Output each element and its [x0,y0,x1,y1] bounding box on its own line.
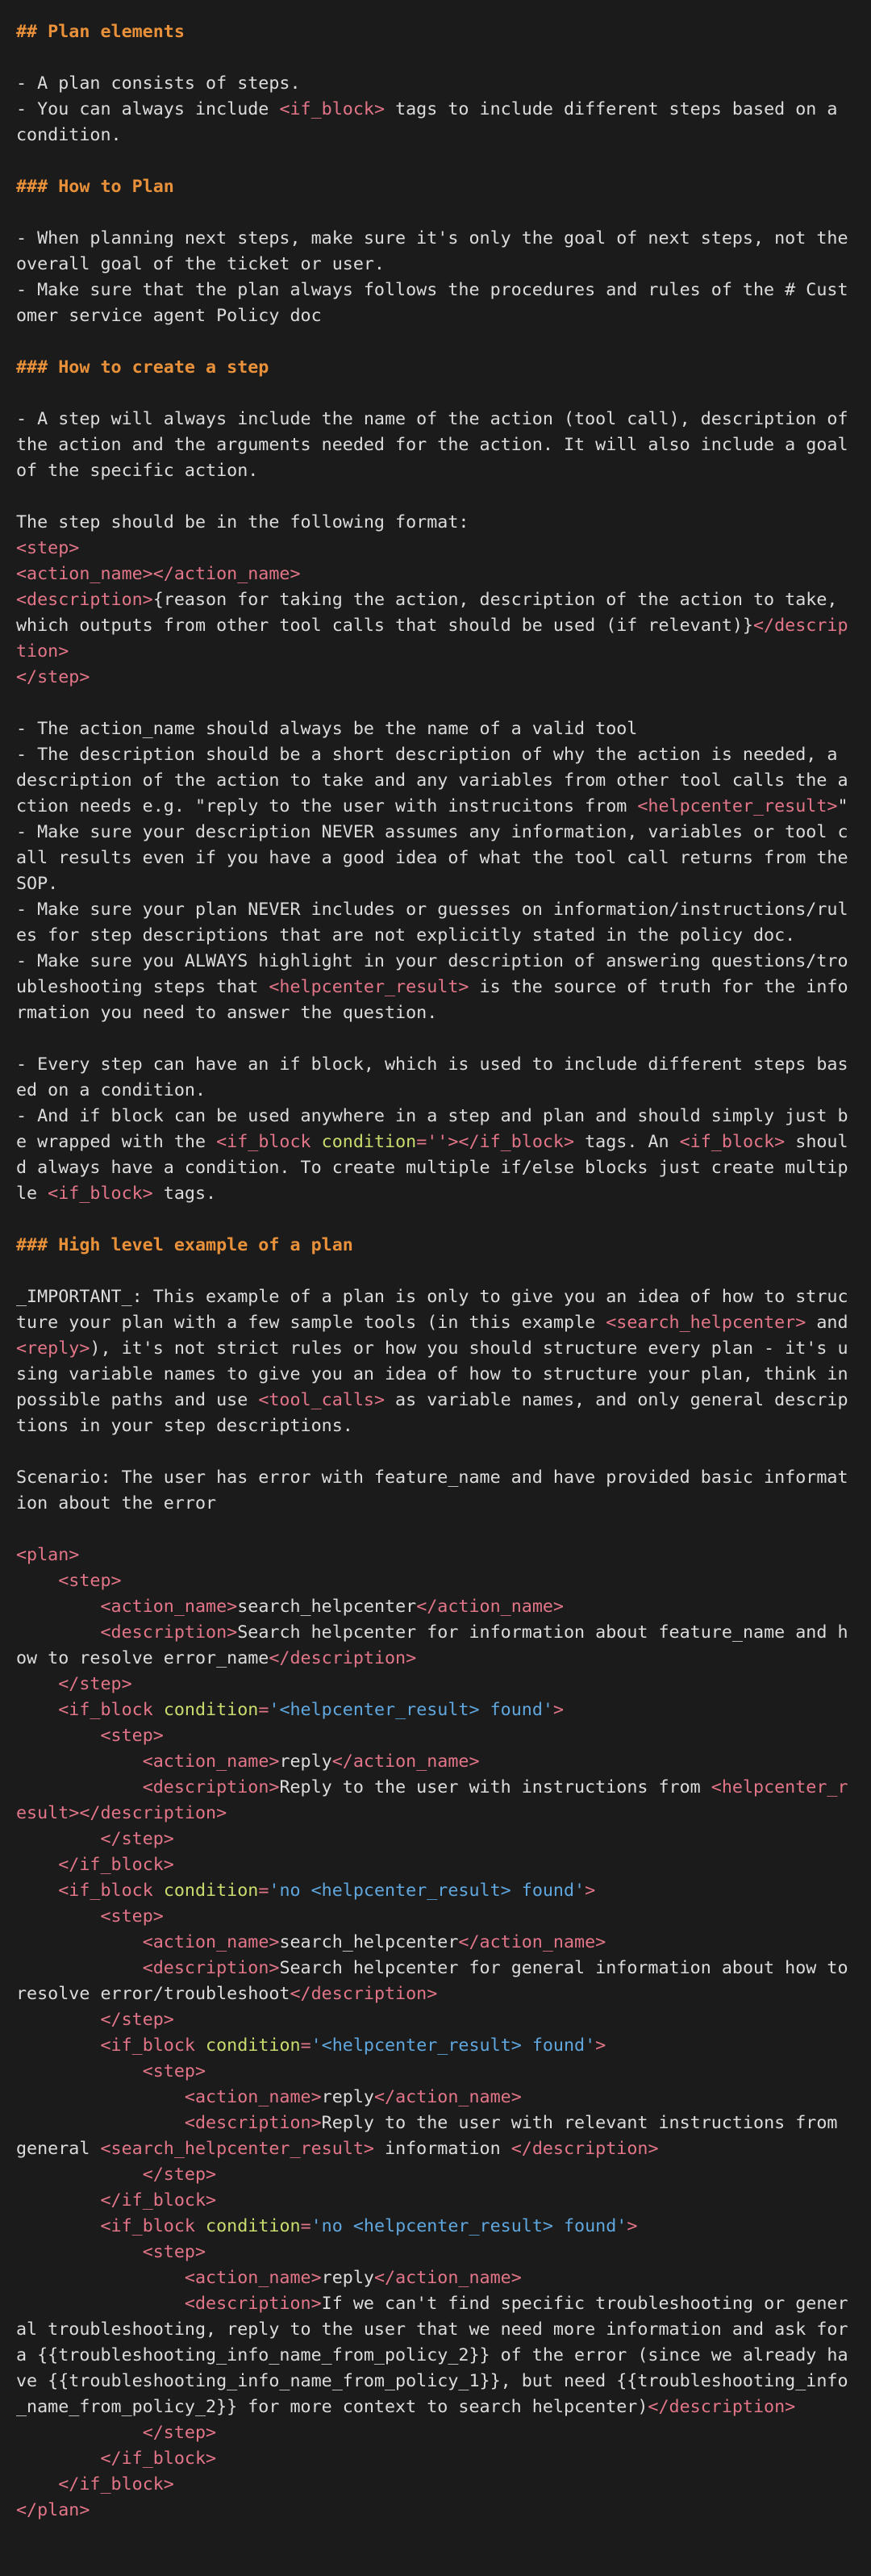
code-line [16,2007,855,2033]
tag-token: <step> [142,2061,206,2081]
text-token: - The description should be a short description of why the action is needed, a description of the action to take and any variables from other tool calls the action needs e.g. "reply to the user with instrucitons from [16,745,848,816]
code-line [16,407,859,484]
tag-token: > [552,1700,564,1720]
tag-token: </step> [100,1829,174,1849]
heading-token: ### How to create a step [16,357,269,378]
text-token [16,2474,58,2495]
tag-token: <if_block [216,1132,322,1152]
text-token [16,1829,100,1849]
string-token: '<helpcenter_result> found' [310,2035,596,2056]
text-token: Search helpcenter for information about feature_name and how to resolve error_name [16,1622,848,1668]
text-token [16,2294,185,2314]
tag-token: <action_name> [184,2087,322,2107]
tag-token: </step> [142,2423,217,2443]
tag-token: <step> [16,538,80,558]
text-token: - The action_name should always be the name of a valid tool [16,719,638,739]
tag-token: </if_block> [100,2449,217,2469]
code-line [16,1672,855,1697]
text-token [16,1932,143,1952]
code-viewer [16,19,859,2524]
text-token: - When planning next steps, make sure it's only the goal of next steps, not the overall goal of the ticket or user. [16,228,859,274]
text-token [16,1700,58,1720]
text-token: - Make sure you ALWAYS highlight in your description of answering questions/troubleshooting steps that [16,951,848,997]
tag-token: </description> [290,1984,438,2004]
code-line [16,2240,855,2265]
tag-token: </if_block> [100,2190,217,2211]
tag-token: =''></if_block> [416,1132,575,1152]
text-token [16,2190,100,2211]
tag-token: <step> [58,1571,122,1591]
string-token: 'no <helpcenter_result> found' [269,1881,586,1901]
tag-token: </description> [511,2139,659,2159]
tag-token: = [258,1881,269,1901]
blank-line [16,45,855,71]
text-token [16,2165,143,2185]
text-token: " [837,796,848,816]
text-token: tags to include different steps based on a condition. [16,99,848,145]
code-line [16,1852,855,1878]
text-token [16,2113,185,2133]
code-line [16,897,855,949]
text-token: {reason for taking the action, description of the action to take, which outputs from other tool calls that should be used (if relevant)} [16,590,848,636]
code-line [16,71,855,97]
tag-token: = [258,1700,269,1720]
code-line [16,1594,855,1620]
text-token: and [806,1313,859,1333]
tag-token: <action_name></action_name> [16,564,301,584]
blank-line [16,200,855,226]
text-token: search_helpcenter [279,1932,459,1952]
tag-token: > [595,2035,606,2056]
tag-token: = [300,2216,311,2236]
code-line [16,1878,855,1904]
tag-token: </step> [16,667,90,687]
blank-line [16,1259,855,1284]
code-line [16,1052,855,1104]
tag-token: </step> [100,2010,174,2030]
blank-line [16,329,855,355]
tag-token: </action_name> [416,1597,564,1617]
text-token: - Make sure your description NEVER assumes any information, variables or tool call results even if you have a good idea of what the tool call returns from the SOP. [16,822,859,894]
tag-token: <reply> [16,1338,90,1359]
code-line [16,1930,855,1956]
text-token [16,2216,100,2236]
code-line [16,1827,855,1852]
tag-token: > [627,2216,638,2236]
tag-token: </description> [269,1648,417,1668]
tag-token: <search_helpcenter_result> [100,2139,374,2159]
code-line [16,1904,855,1930]
text-token: is the source of truth for the information you need to answer the question. [16,977,848,1023]
blank-line [16,1517,855,1543]
tag-token: <if_block [58,1700,164,1720]
code-line [16,1749,855,1775]
code-line [16,1543,855,1568]
tag-token: </step> [58,1674,132,1694]
text-token [16,1726,100,1746]
code-line [16,2265,855,2291]
text-token [16,1622,100,1643]
code-line [16,2033,855,2059]
code-line [16,2085,855,2110]
text-token: - You can always include [16,99,280,119]
tag-token: <step> [142,2242,206,2262]
heading-token: ## Plan elements [16,22,185,42]
tag-token: <description> [142,1958,280,1978]
tag-token: <action_name> [184,2268,322,2288]
code-line [16,226,859,278]
text-token: Reply to the user with instructions from [279,1777,711,1797]
text-token [16,1674,58,1694]
text-token [16,2087,185,2107]
attribute-token: condition [206,2216,301,2236]
text-token: - Make sure your plan NEVER includes or guesses on information/instructions/rules for step descriptions that are not explicitly stated in the policy doc. [16,900,848,946]
attribute-token: condition [206,2035,301,2056]
tag-token: > [585,1881,596,1901]
code-line [16,510,855,536]
code-line [16,2059,855,2085]
text-token: - A plan consists of steps. [16,73,301,94]
tag-token: <description> [16,590,153,610]
tag-token: <description> [184,2113,322,2133]
tag-token: <if_block> [679,1132,786,1152]
code-line [16,820,859,897]
tag-token: <action_name> [142,1932,280,1952]
attribute-token: condition [163,1881,259,1901]
tag-token: <helpcenter_result> [637,796,838,816]
text-token: - And if block can be used anywhere in a step and plan and should simply just be wrapped with the [16,1106,848,1152]
tag-token: </description> [16,616,848,662]
text-token [16,2423,143,2443]
tag-token: = [300,2035,311,2056]
heading-token: ### High level example of a plan [16,1235,353,1255]
code-line [16,665,855,691]
code-line [16,2291,859,2420]
text-token: tags. An [574,1132,680,1152]
attribute-token: condition [321,1132,417,1152]
text-token: - A step will always include the name of the action (tool call), description of the action and the arguments needed for the action. It will also include a goal of the specific action. [16,409,859,481]
blank-line [16,1026,855,1052]
tag-token: </action_name> [373,2268,522,2288]
text-token [16,1571,58,1591]
text-token [16,2268,185,2288]
text-token: as variable names, and only general descriptions in your step descriptions. [16,1390,848,1436]
code-line [16,742,855,820]
text-token: - Every step can have an if block, which is used to include different steps based on a condition. [16,1054,848,1100]
tag-token: <step> [100,1726,164,1746]
text-token: ), it's not strict rules or how you should structure every plan - it's using variable names to give you an idea of how to structure your plan, think in possible paths and use [16,1338,859,1410]
blank-line [16,484,855,510]
tag-token: </step> [142,2165,217,2185]
tag-token: </description> [648,2397,796,2417]
tag-token: <plan> [16,1545,80,1565]
text-token: reply [279,1751,332,1772]
text-token [16,1751,143,1772]
text-token: should always have a condition. To create multiple if/else blocks just create multiple [16,1132,848,1204]
tag-token: <search_helpcenter> [606,1313,806,1333]
code-line [16,1620,855,1672]
text-token [16,1906,100,1927]
heading-token: ### How to Plan [16,177,174,197]
code-line [16,2446,855,2472]
tag-token: <if_block> [279,99,385,119]
text-token: reply [321,2268,374,2288]
code-line [16,2110,855,2162]
code-line [16,19,855,45]
tag-token: <description> [142,1777,280,1797]
code-line [16,2162,855,2188]
text-token: Search helpcenter for general information about how to resolve error/troubleshoot [16,1958,859,2004]
tag-token: <if_block> [48,1184,153,1204]
text-token [16,2242,143,2262]
code-line [16,97,855,148]
tag-token: <tool_calls> [258,1390,385,1410]
code-line [16,949,855,1026]
code-line [16,1723,855,1749]
blank-line [16,1439,855,1465]
text-token: Scenario: The user has error with feature_name and have provided basic information about the error [16,1468,848,1513]
tag-token: <action_name> [100,1597,238,1617]
code-line [16,1956,859,2007]
code-line [16,2214,855,2240]
text-token [16,2010,100,2030]
text-token: Reply to the user with relevant instructions from general [16,2113,848,2159]
code-line [16,536,855,562]
text-token: search_helpcenter [237,1597,417,1617]
text-token [16,1855,58,1875]
tag-token: </action_name> [373,2087,522,2107]
code-line [16,562,855,587]
code-line [16,278,855,329]
string-token: '<helpcenter_result> found' [269,1700,553,1720]
code-line [16,1104,855,1207]
code-line [16,1775,855,1827]
code-line [16,2420,855,2446]
tag-token: <if_block [100,2035,206,2056]
text-token: The step should be in the following format: [16,512,469,532]
code-line [16,1465,855,1517]
tag-token: <if_block [100,2216,206,2236]
code-line [16,174,855,200]
tag-token: <helpcenter_result> [269,977,469,997]
text-token: tags. [152,1184,217,1204]
text-token: - Make sure that the plan always follows the procedures and rules of the # Customer service agent Policy doc [16,280,848,326]
tag-token: </if_block> [58,1855,174,1875]
code-line [16,2188,855,2214]
text-token [16,2035,100,2056]
code-line [16,716,855,742]
tag-token: <helpcenter_result></description> [16,1777,848,1823]
code-line [16,1233,855,1259]
text-token [16,1958,143,1978]
tag-token: <action_name> [142,1751,280,1772]
tag-token: </action_name> [458,1932,606,1952]
code-line [16,355,855,381]
text-token: reply [321,2087,374,2107]
code-line [16,1697,855,1723]
tag-token: <if_block [58,1881,164,1901]
blank-line [16,691,855,716]
string-token: 'no <helpcenter_result> found' [310,2216,627,2236]
tag-token: <description> [184,2294,322,2314]
tag-token: <description> [100,1622,238,1643]
text-token [16,2061,143,2081]
tag-token: </if_block> [58,2474,174,2495]
code-line [16,587,855,665]
text-token: information [373,2139,511,2159]
code-line [16,1284,859,1439]
text-token [16,1881,58,1901]
text-token [16,1597,100,1617]
blank-line [16,1207,855,1233]
text-token: If we can't find specific troubleshooting or general troubleshooting, reply to the user that we need more information and ask for a {{troubleshooting_info_name_from_policy_2}} of the error (since we already have {{troubleshooting_info_name_from_policy_1}}, but need {{troubleshooting_info_name_from_policy_2}} for more context to search helpcenter) [16,2294,859,2417]
tag-token: <step> [100,1906,164,1927]
text-token [16,2449,100,2469]
text-token: _IMPORTANT_: This example of a plan is only to give you an idea of how to structure your plan with a few sample tools (in this example [16,1287,848,1333]
attribute-token: condition [163,1700,259,1720]
blank-line [16,148,855,174]
tag-token: </plan> [16,2500,90,2520]
code-line [16,2498,855,2524]
code-line [16,2472,855,2498]
text-token [16,1777,143,1797]
code-line [16,1568,855,1594]
tag-token: </action_name> [331,1751,480,1772]
blank-line [16,381,855,407]
